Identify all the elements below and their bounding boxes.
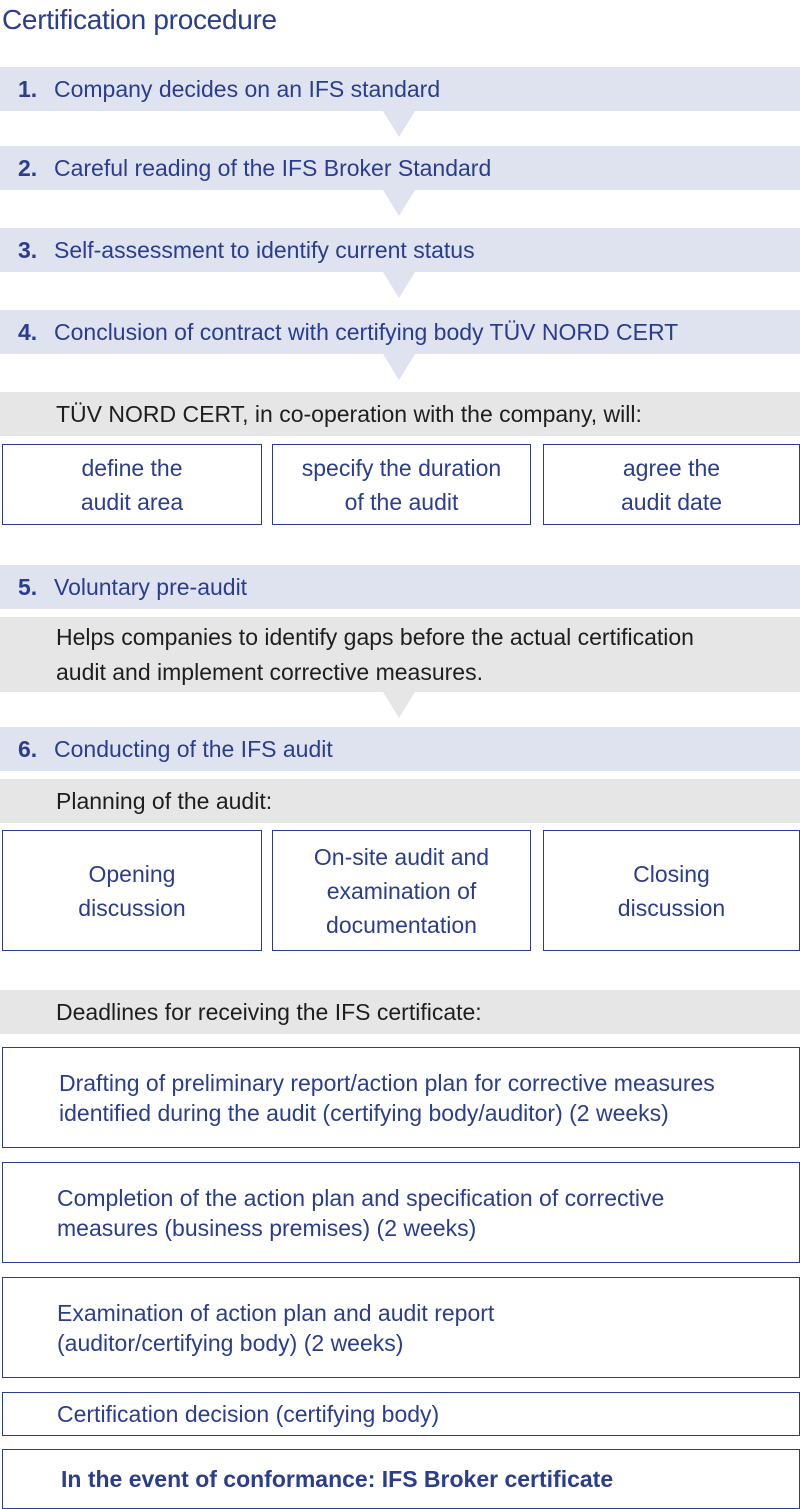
step-label: Self-assessment to identify current status	[54, 236, 475, 263]
step-number: 2.	[18, 154, 38, 181]
final-outcome: In the event of conformance: IFS Broker certificate	[2, 1449, 800, 1509]
page-title: Certification procedure	[2, 4, 277, 35]
audit-box-opening: Opening discussion	[2, 830, 262, 951]
step-4	[0, 310, 800, 354]
step-2	[0, 146, 800, 190]
step-label: Conducting of the IFS audit	[54, 735, 333, 762]
step-number: 6.	[18, 735, 38, 762]
flow-arrow	[383, 692, 415, 718]
step-label: Careful reading of the IFS Broker Standard	[54, 154, 492, 181]
deadline-item-4: Certification decision (certifying body)	[2, 1392, 800, 1436]
contract-intro: TÜV NORD CERT, in co-operation with the company, will:	[0, 392, 800, 436]
step-number: 4.	[18, 318, 38, 345]
step-number: 3.	[18, 236, 38, 263]
step-number: 1.	[18, 75, 38, 102]
step-label: Voluntary pre-audit	[54, 573, 248, 600]
flow-arrow	[383, 111, 415, 137]
audit-box-onsite: On-site audit and examination of documentation	[272, 830, 531, 951]
contract-box-date: agree the audit date	[543, 444, 800, 525]
contract-box-audit-area: define the audit area	[2, 444, 262, 525]
step-3	[0, 228, 800, 272]
step-6	[0, 727, 800, 771]
deadlines-intro: Deadlines for receiving the IFS certificate:	[0, 990, 800, 1034]
step-label: Conclusion of contract with certifying body TÜV NORD CERT	[54, 318, 679, 345]
contract-box-duration: specify the duration of the audit	[272, 444, 531, 525]
deadline-item-3: Examination of action plan and audit report (auditor/certifying body) (2 weeks)	[2, 1277, 800, 1378]
preaudit-description: Helps companies to identify gaps before the actual certification audit and implement corrective measures.	[0, 617, 800, 692]
step-5	[0, 565, 800, 609]
step-1	[0, 67, 800, 111]
audit-box-closing: Closing discussion	[543, 830, 800, 951]
audit-planning-intro: Planning of the audit:	[0, 779, 800, 823]
flow-arrow	[383, 354, 415, 380]
flow-arrow	[383, 190, 415, 216]
step-label: Company decides on an IFS standard	[54, 75, 441, 102]
deadline-item-1: Drafting of preliminary report/action plan for corrective measures identified during the audit (certifying body/auditor) (2 weeks)	[2, 1047, 800, 1148]
flow-arrow	[383, 272, 415, 298]
deadline-item-2: Completion of the action plan and specification of corrective measures (business premises) (2 weeks)	[2, 1162, 800, 1263]
step-number: 5.	[18, 573, 38, 600]
